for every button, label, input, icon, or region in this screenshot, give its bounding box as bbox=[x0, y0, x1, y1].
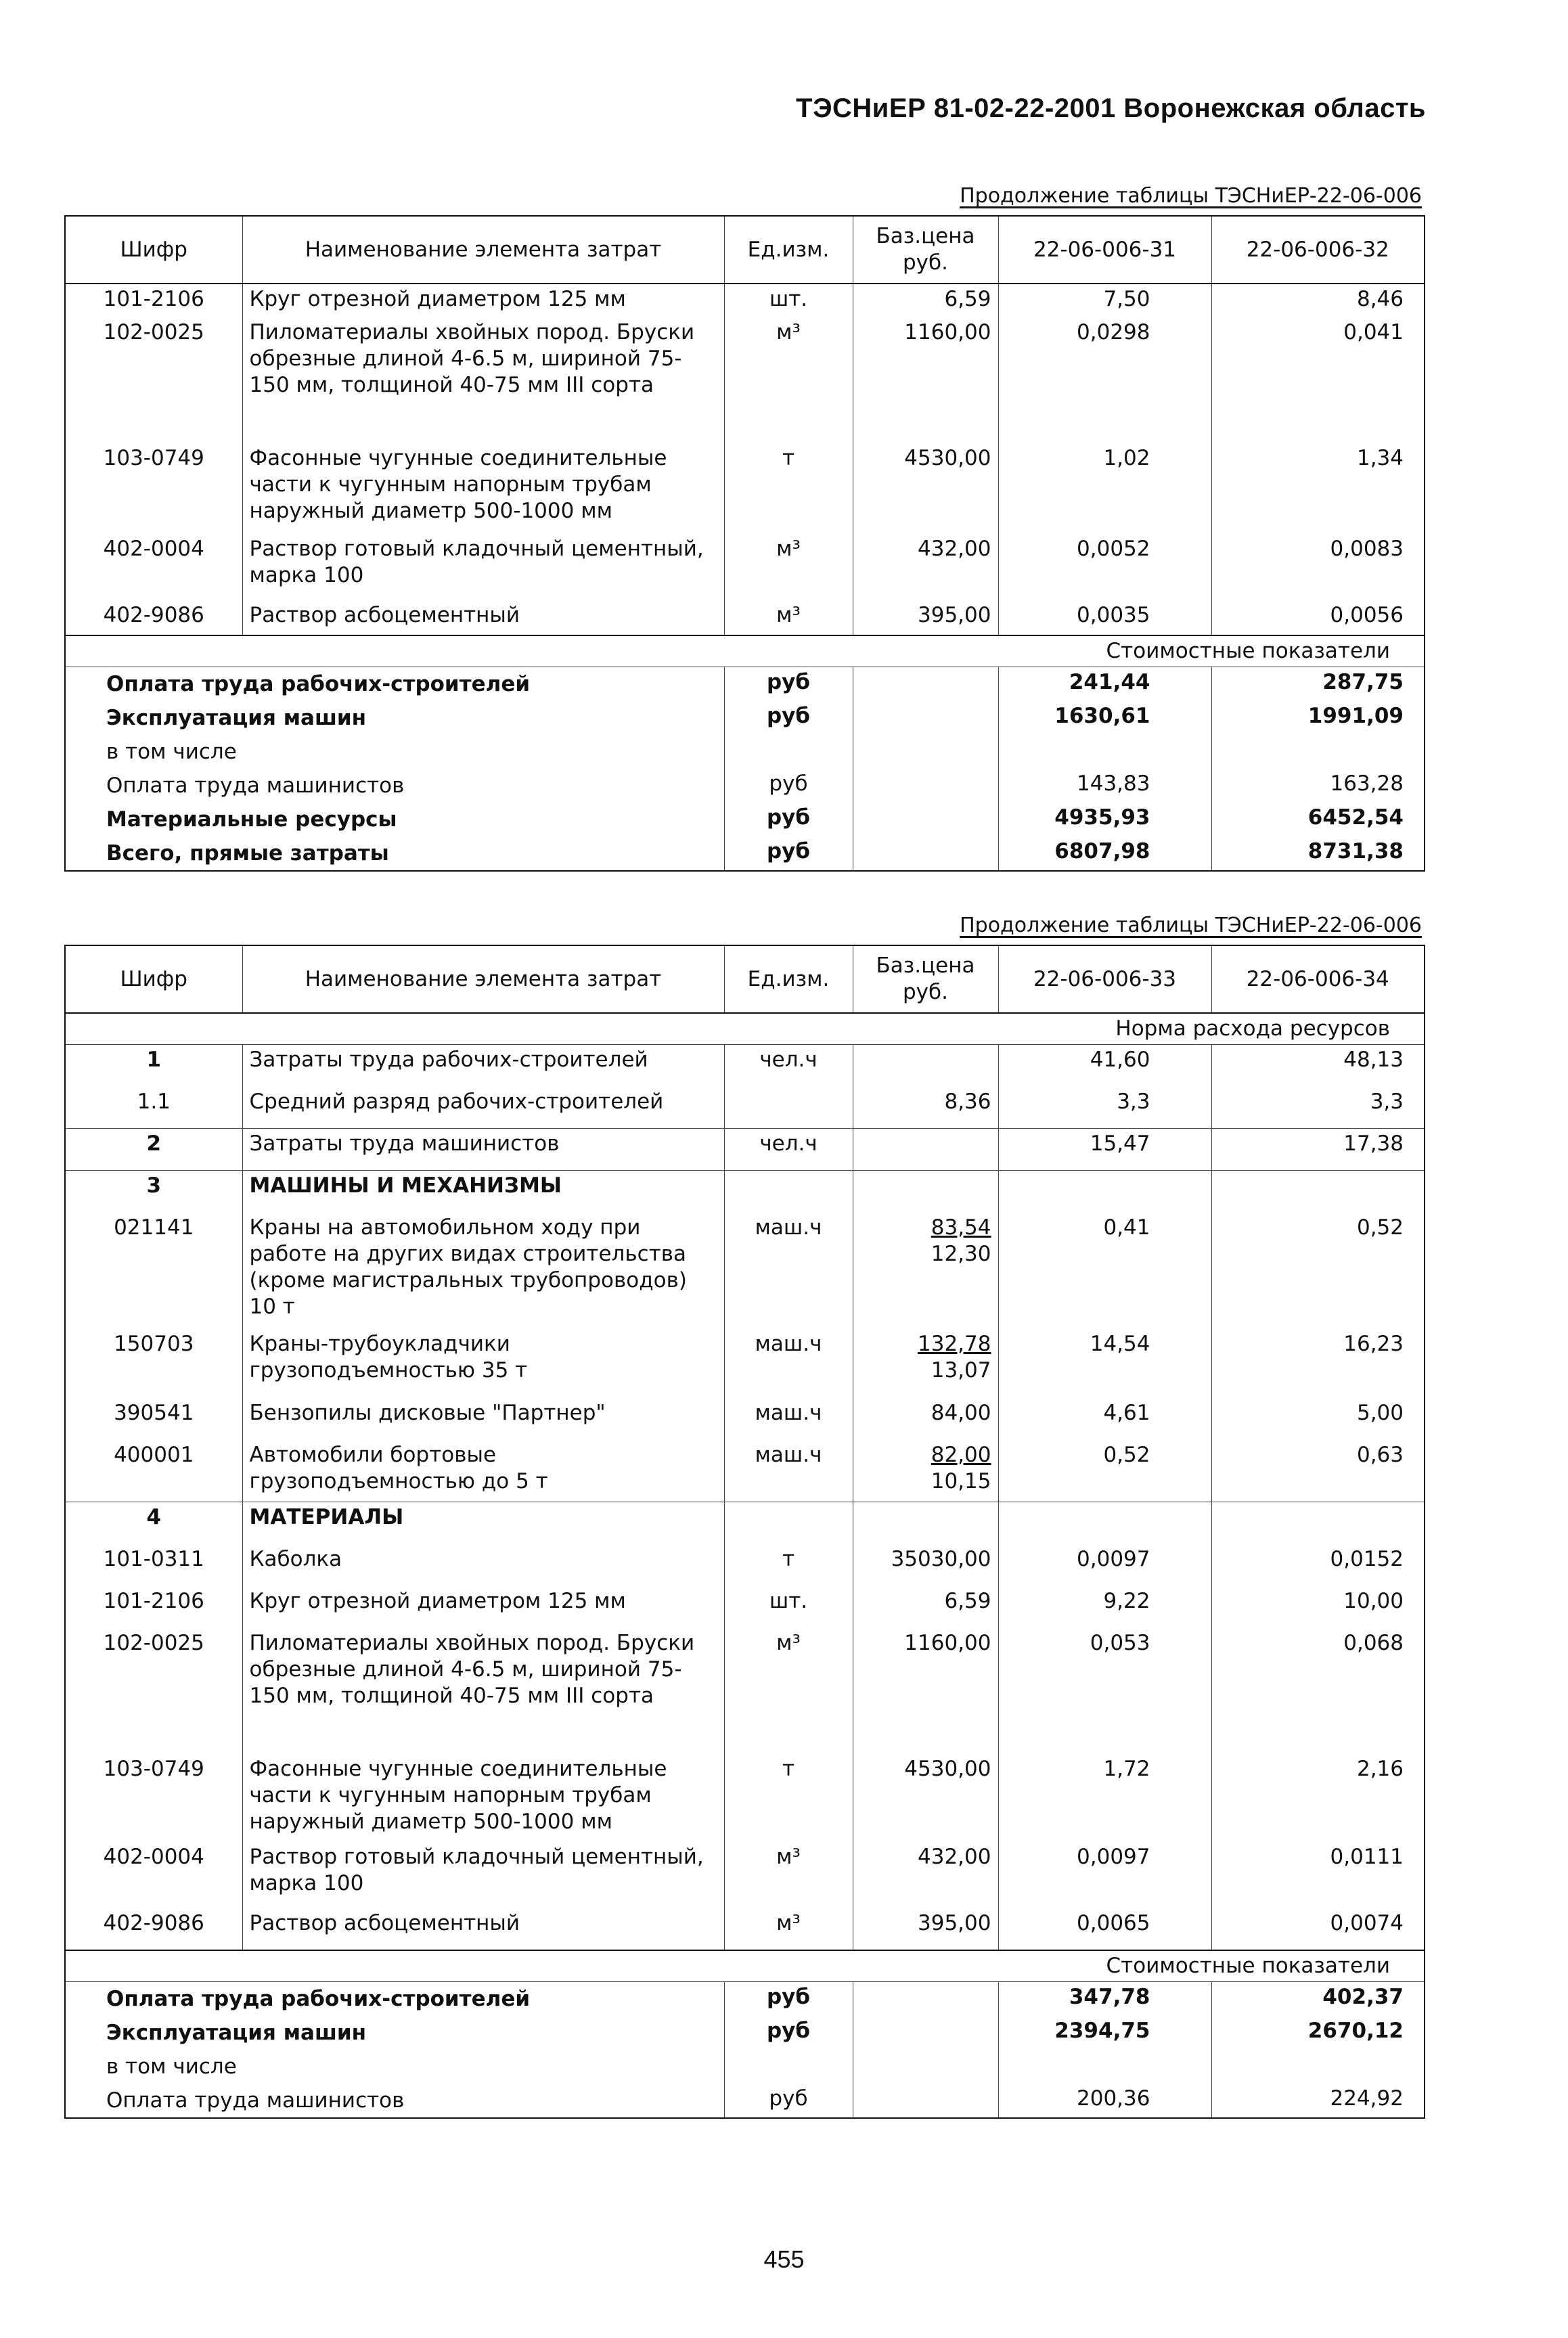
cost-empty bbox=[853, 2084, 998, 2118]
cost-row bbox=[65, 836, 1425, 871]
row-price bbox=[853, 443, 998, 534]
cost-value-1: 4935,93 bbox=[998, 803, 1211, 836]
cost-empty bbox=[853, 836, 998, 871]
row-unit: шт. bbox=[724, 284, 853, 317]
cost-row bbox=[65, 803, 1425, 836]
row-name: Пиломатериалы хвойных пород. Бруски обрезные длиной 4-6.5 м, шириной 75-150 мм, толщиной 40-75 мм III сорта bbox=[242, 1628, 724, 1754]
cost-name: в том числе bbox=[65, 2050, 724, 2084]
cost-row bbox=[65, 2050, 1425, 2084]
table-row bbox=[65, 1908, 1425, 1950]
row-price bbox=[853, 317, 998, 443]
column-header-unit: Ед.изм. bbox=[724, 945, 853, 1013]
row-code: 402-9086 bbox=[65, 1908, 242, 1950]
cost-name: Эксплуатация машин bbox=[65, 2016, 724, 2050]
cost-value-2: 163,28 bbox=[1211, 769, 1425, 803]
row-value-2: 0,0074 bbox=[1211, 1908, 1425, 1950]
document-header: ТЭСНиЕР 81-02-22-2001 Воронежская область bbox=[796, 93, 1426, 123]
row-price bbox=[853, 1502, 998, 1544]
row-value-1: 41,60 bbox=[998, 1045, 1211, 1087]
row-price bbox=[853, 1329, 998, 1398]
cost-value-1: 2394,75 bbox=[998, 2016, 1211, 2050]
table-row bbox=[65, 317, 1425, 443]
row-code: 1 bbox=[65, 1045, 242, 1087]
row-code: 102-0025 bbox=[65, 1628, 242, 1754]
row-price-main: 395,00 bbox=[918, 603, 991, 627]
row-unit: чел.ч bbox=[724, 1045, 853, 1087]
row-code: 103-0749 bbox=[65, 443, 242, 534]
cost-unit: руб bbox=[724, 803, 853, 836]
column-header-v2: 22-06-006-34 bbox=[1211, 945, 1425, 1013]
cost-value-2: 2670,12 bbox=[1211, 2016, 1425, 2050]
row-value-2 bbox=[1211, 1171, 1425, 1213]
row-value-2: 0,0111 bbox=[1211, 1842, 1425, 1908]
row-unit: чел.ч bbox=[724, 1129, 853, 1171]
row-value-1: 0,0052 bbox=[998, 534, 1211, 600]
row-price bbox=[853, 1087, 998, 1129]
column-header-v1: 22-06-006-33 bbox=[998, 945, 1211, 1013]
row-name: Раствор асбоцементный bbox=[242, 1908, 724, 1950]
row-value-1: 4,61 bbox=[998, 1398, 1211, 1440]
cost-unit: руб bbox=[724, 701, 853, 735]
table2-header-row bbox=[65, 945, 1425, 1013]
row-unit: шт. bbox=[724, 1586, 853, 1628]
cost-empty bbox=[853, 769, 998, 803]
cost-value-1: 143,83 bbox=[998, 769, 1211, 803]
row-unit: маш.ч bbox=[724, 1440, 853, 1502]
table-row bbox=[65, 600, 1425, 635]
row-value-2: 0,068 bbox=[1211, 1628, 1425, 1754]
row-price bbox=[853, 1440, 998, 1502]
row-unit bbox=[724, 1087, 853, 1129]
row-name: Каболка bbox=[242, 1544, 724, 1586]
cost-unit: руб bbox=[724, 2016, 853, 2050]
row-name: Средний разряд рабочих-строителей bbox=[242, 1087, 724, 1129]
row-code: 390541 bbox=[65, 1398, 242, 1440]
cost-name: Эксплуатация машин bbox=[65, 701, 724, 735]
row-price-main: 132,78 bbox=[918, 1331, 991, 1356]
table-row bbox=[65, 1628, 1425, 1754]
row-price bbox=[853, 534, 998, 600]
row-value-2: 0,0083 bbox=[1211, 534, 1425, 600]
row-value-2: 48,13 bbox=[1211, 1045, 1425, 1087]
cost-value-1 bbox=[998, 2050, 1211, 2084]
row-value-2 bbox=[1211, 1502, 1425, 1544]
cost-row bbox=[65, 2016, 1425, 2050]
row-price-main: 432,00 bbox=[918, 1844, 991, 1869]
row-unit: м³ bbox=[724, 1628, 853, 1754]
row-unit: маш.ч bbox=[724, 1398, 853, 1440]
row-value-1: 0,053 bbox=[998, 1628, 1211, 1754]
row-code: 2 bbox=[65, 1129, 242, 1171]
row-price bbox=[853, 284, 998, 317]
row-value-1: 0,0097 bbox=[998, 1544, 1211, 1586]
column-header-code: Шифр bbox=[65, 945, 242, 1013]
row-price bbox=[853, 1171, 998, 1213]
row-value-1: 0,0097 bbox=[998, 1842, 1211, 1908]
table-row bbox=[65, 1842, 1425, 1908]
row-name: Фасонные чугунные соединительные части к чугунным напорным трубам наружный диаметр 500-1000 мм bbox=[242, 1754, 724, 1842]
cost-empty bbox=[853, 2016, 998, 2050]
row-code: 4 bbox=[65, 1502, 242, 1544]
table-row bbox=[65, 1045, 1425, 1087]
row-value-2: 8,46 bbox=[1211, 284, 1425, 317]
row-price-main: 6,59 bbox=[944, 1588, 991, 1613]
row-price-main: 35030,00 bbox=[891, 1546, 991, 1571]
row-name: Краны-трубоукладчики грузоподъемностью 35 т bbox=[242, 1329, 724, 1398]
row-code: 1.1 bbox=[65, 1087, 242, 1129]
row-name: Раствор готовый кладочный цементный, марка 100 bbox=[242, 1842, 724, 1908]
cost-value-1: 6807,98 bbox=[998, 836, 1211, 871]
cost-name: Оплата труда рабочих-строителей bbox=[65, 1981, 724, 2016]
row-value-1: 0,0065 bbox=[998, 1908, 1211, 1950]
row-price bbox=[853, 1842, 998, 1908]
cost-value-2: 287,75 bbox=[1211, 667, 1425, 702]
cost-row bbox=[65, 667, 1425, 702]
row-code: 3 bbox=[65, 1171, 242, 1213]
row-price-main: 1160,00 bbox=[904, 1630, 991, 1655]
cost-name: Оплата труда машинистов bbox=[65, 2084, 724, 2118]
row-value-2: 3,3 bbox=[1211, 1087, 1425, 1129]
table-row bbox=[65, 1754, 1425, 1842]
row-price-main: 395,00 bbox=[918, 1910, 991, 1935]
cost-name: Оплата труда машинистов bbox=[65, 769, 724, 803]
row-name: Бензопилы дисковые "Партнер" bbox=[242, 1398, 724, 1440]
row-price-main: 4530,00 bbox=[904, 1756, 991, 1781]
row-unit: т bbox=[724, 443, 853, 534]
cost-value-2: 8731,38 bbox=[1211, 836, 1425, 871]
row-price bbox=[853, 1908, 998, 1950]
row-price bbox=[853, 600, 998, 635]
table-row bbox=[65, 534, 1425, 600]
cost-unit bbox=[724, 2050, 853, 2084]
row-code: 402-9086 bbox=[65, 600, 242, 635]
cost-empty bbox=[853, 667, 998, 702]
row-value-2: 0,041 bbox=[1211, 317, 1425, 443]
cost-unit: руб bbox=[724, 667, 853, 702]
row-value-1: 1,02 bbox=[998, 443, 1211, 534]
cost-unit: руб bbox=[724, 1981, 853, 2016]
row-unit: м³ bbox=[724, 600, 853, 635]
table-row bbox=[65, 1502, 1425, 1544]
row-unit: маш.ч bbox=[724, 1213, 853, 1329]
page-number: 455 bbox=[763, 2245, 805, 2273]
row-value-1 bbox=[998, 1502, 1211, 1544]
row-price bbox=[853, 1398, 998, 1440]
table1-continuation-caption: Продолжение таблицы ТЭСНиЕР-22-06-006 bbox=[960, 184, 1422, 208]
row-code: 021141 bbox=[65, 1213, 242, 1329]
row-value-2: 0,52 bbox=[1211, 1213, 1425, 1329]
cost-row bbox=[65, 769, 1425, 803]
row-price-main: 82,00 bbox=[931, 1442, 991, 1467]
column-header-code: Шифр bbox=[65, 216, 242, 284]
row-name: Фасонные чугунные соединительные части к чугунным напорным трубам наружный диаметр 500-1000 мм bbox=[242, 443, 724, 534]
cost-name: Всего, прямые затраты bbox=[65, 836, 724, 871]
column-header-unit: Ед.изм. bbox=[724, 216, 853, 284]
row-unit: м³ bbox=[724, 534, 853, 600]
row-unit: т bbox=[724, 1754, 853, 1842]
row-value-2: 0,63 bbox=[1211, 1440, 1425, 1502]
row-value-2: 5,00 bbox=[1211, 1398, 1425, 1440]
row-price-main: 1160,00 bbox=[904, 320, 991, 344]
row-unit: м³ bbox=[724, 1842, 853, 1908]
row-code: 101-2106 bbox=[65, 284, 242, 317]
row-price-main: 8,36 bbox=[944, 1089, 991, 1114]
table-row bbox=[65, 284, 1425, 317]
row-value-2: 1,34 bbox=[1211, 443, 1425, 534]
cost-empty bbox=[853, 701, 998, 735]
cost-value-2 bbox=[1211, 735, 1425, 769]
row-value-1: 9,22 bbox=[998, 1586, 1211, 1628]
cost-row bbox=[65, 735, 1425, 769]
table-row bbox=[65, 1544, 1425, 1586]
cost-name: в том числе bbox=[65, 735, 724, 769]
row-value-2: 2,16 bbox=[1211, 1754, 1425, 1842]
cost-value-1: 200,36 bbox=[998, 2084, 1211, 2118]
cost-empty bbox=[853, 2050, 998, 2084]
cost-unit: руб bbox=[724, 769, 853, 803]
row-price-secondary: 10,15 bbox=[931, 1468, 991, 1493]
cost-empty bbox=[853, 1981, 998, 2016]
row-value-1: 0,52 bbox=[998, 1440, 1211, 1502]
table2-cost-section-row bbox=[65, 1950, 1425, 1982]
table-row bbox=[65, 1440, 1425, 1502]
row-code: 150703 bbox=[65, 1329, 242, 1398]
row-name: МАШИНЫ И МЕХАНИЗМЫ bbox=[242, 1171, 724, 1213]
row-value-1 bbox=[998, 1171, 1211, 1213]
table-row bbox=[65, 1171, 1425, 1213]
row-name: Затраты труда машинистов bbox=[242, 1129, 724, 1171]
cost-section-label: Стоимостные показатели bbox=[65, 1950, 1425, 1982]
row-unit: м³ bbox=[724, 317, 853, 443]
cost-unit: руб bbox=[724, 2084, 853, 2118]
row-code: 102-0025 bbox=[65, 317, 242, 443]
cost-unit bbox=[724, 735, 853, 769]
column-header-name: Наименование элемента затрат bbox=[242, 216, 724, 284]
cost-value-2: 6452,54 bbox=[1211, 803, 1425, 836]
row-value-1: 3,3 bbox=[998, 1087, 1211, 1129]
table-row bbox=[65, 1087, 1425, 1129]
table-row bbox=[65, 1213, 1425, 1329]
table-row bbox=[65, 1129, 1425, 1171]
row-unit: т bbox=[724, 1544, 853, 1586]
row-value-1: 0,41 bbox=[998, 1213, 1211, 1329]
cost-value-2: 402,37 bbox=[1211, 1981, 1425, 2016]
cost-value-1: 347,78 bbox=[998, 1981, 1211, 2016]
row-value-1: 0,0298 bbox=[998, 317, 1211, 443]
row-value-1: 14,54 bbox=[998, 1329, 1211, 1398]
row-price bbox=[853, 1045, 998, 1087]
row-price bbox=[853, 1754, 998, 1842]
norm-section-label: Норма расхода ресурсов bbox=[65, 1013, 1425, 1045]
cost-empty bbox=[853, 803, 998, 836]
row-unit: м³ bbox=[724, 1908, 853, 1950]
row-unit bbox=[724, 1502, 853, 1544]
table-row bbox=[65, 1329, 1425, 1398]
row-price-main: 84,00 bbox=[931, 1400, 991, 1425]
row-value-1: 0,0035 bbox=[998, 600, 1211, 635]
row-price-secondary: 13,07 bbox=[931, 1357, 991, 1382]
cost-unit: руб bbox=[724, 836, 853, 871]
cost-row bbox=[65, 1981, 1425, 2016]
row-name: Круг отрезной диаметром 125 мм bbox=[242, 284, 724, 317]
column-header-price: Баз.цена руб. bbox=[853, 216, 998, 284]
row-code: 101-2106 bbox=[65, 1586, 242, 1628]
row-value-1: 1,72 bbox=[998, 1754, 1211, 1842]
cost-value-2: 1991,09 bbox=[1211, 701, 1425, 735]
cost-row bbox=[65, 2084, 1425, 2118]
row-price-secondary: 12,30 bbox=[931, 1241, 991, 1266]
row-price bbox=[853, 1628, 998, 1754]
row-value-2: 0,0056 bbox=[1211, 600, 1425, 635]
cost-empty bbox=[853, 735, 998, 769]
row-name: Краны на автомобильном ходу при работе на других видах строительства (кроме магистральных трубопроводов) 10 т bbox=[242, 1213, 724, 1329]
row-code: 402-0004 bbox=[65, 534, 242, 600]
row-price-main: 4530,00 bbox=[904, 446, 991, 470]
table2 bbox=[64, 945, 1425, 2119]
row-code: 101-0311 bbox=[65, 1544, 242, 1586]
table1-header-row bbox=[65, 216, 1425, 284]
row-price bbox=[853, 1213, 998, 1329]
row-name: Пиломатериалы хвойных пород. Бруски обрезные длиной 4-6.5 м, шириной 75-150 мм, толщиной 40-75 мм III сорта bbox=[242, 317, 724, 443]
table2-norm-section-row bbox=[65, 1013, 1425, 1045]
row-code: 103-0749 bbox=[65, 1754, 242, 1842]
cost-name: Материальные ресурсы bbox=[65, 803, 724, 836]
row-code: 402-0004 bbox=[65, 1842, 242, 1908]
column-header-name: Наименование элемента затрат bbox=[242, 945, 724, 1013]
cost-section-label: Стоимостные показатели bbox=[65, 635, 1425, 667]
row-unit: маш.ч bbox=[724, 1329, 853, 1398]
cost-value-1 bbox=[998, 735, 1211, 769]
column-header-v1: 22-06-006-31 bbox=[998, 216, 1211, 284]
row-value-2: 17,38 bbox=[1211, 1129, 1425, 1171]
table-row bbox=[65, 1398, 1425, 1440]
row-name: Круг отрезной диаметром 125 мм bbox=[242, 1586, 724, 1628]
cost-row bbox=[65, 701, 1425, 735]
cost-value-1: 1630,61 bbox=[998, 701, 1211, 735]
row-value-2: 0,0152 bbox=[1211, 1544, 1425, 1586]
table-row bbox=[65, 443, 1425, 534]
row-name: Раствор асбоцементный bbox=[242, 600, 724, 635]
table2-continuation-caption: Продолжение таблицы ТЭСНиЕР-22-06-006 bbox=[960, 914, 1422, 937]
row-value-2: 16,23 bbox=[1211, 1329, 1425, 1398]
column-header-v2: 22-06-006-32 bbox=[1211, 216, 1425, 284]
row-unit bbox=[724, 1171, 853, 1213]
column-header-price: Баз.цена руб. bbox=[853, 945, 998, 1013]
cost-name: Оплата труда рабочих-строителей bbox=[65, 667, 724, 702]
row-code: 400001 bbox=[65, 1440, 242, 1502]
row-price bbox=[853, 1544, 998, 1586]
row-price-main: 83,54 bbox=[931, 1215, 991, 1240]
row-price bbox=[853, 1129, 998, 1171]
table-row bbox=[65, 1586, 1425, 1628]
row-name: МАТЕРИАЛЫ bbox=[242, 1502, 724, 1544]
row-name: Раствор готовый кладочный цементный, марка 100 bbox=[242, 534, 724, 600]
cost-value-1: 241,44 bbox=[998, 667, 1211, 702]
row-price-main: 432,00 bbox=[918, 537, 991, 561]
table1-cost-section-row bbox=[65, 635, 1425, 667]
cost-value-2 bbox=[1211, 2050, 1425, 2084]
cost-value-2: 224,92 bbox=[1211, 2084, 1425, 2118]
row-price-main: 6,59 bbox=[944, 287, 991, 311]
row-price bbox=[853, 1586, 998, 1628]
row-name: Затраты труда рабочих-строителей bbox=[242, 1045, 724, 1087]
table1 bbox=[64, 215, 1425, 872]
row-value-1: 15,47 bbox=[998, 1129, 1211, 1171]
row-value-1: 7,50 bbox=[998, 284, 1211, 317]
row-value-2: 10,00 bbox=[1211, 1586, 1425, 1628]
row-name: Автомобили бортовые грузоподъемностью до 5 т bbox=[242, 1440, 724, 1502]
